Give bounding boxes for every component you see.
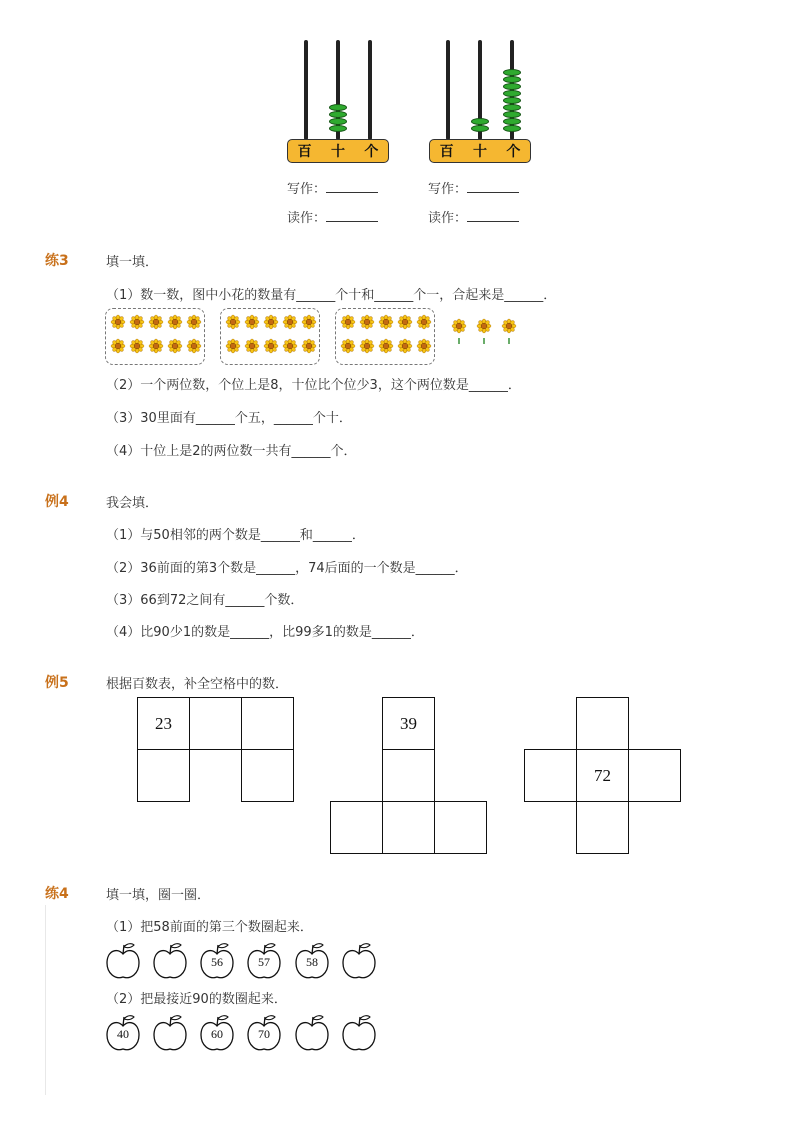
apple-number: 57 — [258, 955, 270, 969]
section-label-li4: 例4 — [45, 494, 69, 510]
grid-cell-blank[interactable] — [137, 749, 190, 802]
read-field-left — [287, 207, 378, 226]
read-label: 读作： — [428, 211, 468, 226]
grid-cell-blank[interactable] — [628, 749, 681, 802]
grid-cell-blank[interactable] — [382, 749, 435, 802]
flower-icon — [110, 338, 126, 354]
grid-cell-given: 39 — [382, 697, 435, 750]
write-label: 写作： — [287, 182, 327, 197]
question-lian4-1: （1）把58前面的第三个数圈起来． — [106, 920, 313, 935]
abacus-bead — [503, 111, 521, 118]
flower-icon — [359, 338, 375, 354]
abacus-bead — [329, 111, 347, 118]
abacus-left-base — [287, 139, 389, 163]
grid-cell-blank[interactable] — [524, 749, 577, 802]
abacus-bead — [329, 104, 347, 111]
flower-icon — [282, 314, 298, 330]
place-hundreds-label: 百 — [297, 144, 312, 160]
flower-icon — [186, 338, 202, 354]
flower-icon — [340, 338, 356, 354]
apple-number: 70 — [258, 1027, 270, 1041]
flower-icon — [167, 314, 183, 330]
flower-icon — [476, 318, 492, 334]
question-lian4-2: （2）把最接近90的数圈起来． — [106, 992, 287, 1007]
grid-cell-blank[interactable] — [434, 801, 487, 854]
flower-icon — [263, 314, 279, 330]
place-ones-label: 个 — [364, 144, 379, 160]
place-ones-label: 个 — [506, 144, 521, 160]
read-field-right — [428, 207, 519, 226]
abacus-bead — [503, 69, 521, 76]
apple-icon[interactable] — [341, 1013, 377, 1053]
apple-icon[interactable] — [246, 941, 282, 981]
section-label-lian3: 练3 — [45, 253, 69, 269]
abacus-bead — [503, 83, 521, 90]
flower-icon — [186, 314, 202, 330]
abacus-bead — [503, 76, 521, 83]
question-lian3-1: （1）数一数，图中小花的数量有______个十和______个一，合起来是______． — [106, 288, 557, 303]
question-li4-2: （2）36前面的第3个数是______，74后面的一个数是______． — [106, 561, 468, 576]
grid-cell-blank[interactable] — [189, 697, 242, 750]
flower-icon — [129, 314, 145, 330]
flower-icon — [397, 314, 413, 330]
grid-cell-given: 23 — [137, 697, 190, 750]
apple-icon[interactable] — [152, 1013, 188, 1053]
flower-icon — [378, 314, 394, 330]
question-lian3-4: （4）十位上是2的两位数一共有______个． — [106, 444, 357, 459]
abacus-bead — [471, 118, 489, 125]
read-blank[interactable] — [467, 221, 519, 222]
question-li4-1: （1）与50相邻的两个数是______和______． — [106, 528, 365, 543]
flower-icon — [148, 338, 164, 354]
place-tens-label: 十 — [330, 144, 345, 160]
write-label: 写作： — [428, 182, 468, 197]
rod-hundreds — [446, 40, 450, 140]
section-title-lian3: 填一填． — [106, 255, 159, 270]
question-lian3-3: （3）30里面有______个五，______个十． — [106, 411, 352, 426]
apple-number: 40 — [117, 1027, 129, 1041]
question-lian3-2: （2）一个两位数，个位上是8，十位比个位少3，这个两位数是______． — [106, 378, 521, 393]
abacus-bead — [503, 90, 521, 97]
grid-cell-blank[interactable] — [330, 801, 383, 854]
read-blank[interactable] — [326, 221, 378, 222]
flower-icon — [301, 314, 317, 330]
flower-icon — [501, 318, 517, 334]
flower-icon — [282, 338, 298, 354]
flower-icon — [244, 338, 260, 354]
flower-icon — [416, 314, 432, 330]
abacus-right-base — [429, 139, 531, 163]
apple-icon[interactable] — [294, 941, 330, 981]
flower-icon — [451, 318, 467, 334]
grid-cell-blank[interactable] — [576, 697, 629, 750]
flower-icon — [378, 338, 394, 354]
section-label-lian4: 练4 — [45, 886, 69, 902]
apple-icon[interactable] — [341, 941, 377, 981]
abacus-bead — [503, 125, 521, 132]
flower-icon — [110, 314, 126, 330]
apple-number: 56 — [211, 955, 223, 969]
write-blank[interactable] — [326, 192, 378, 193]
flower-icon — [416, 338, 432, 354]
flower-icon — [244, 314, 260, 330]
rod-ones — [368, 40, 372, 140]
section-label-li5: 例5 — [45, 675, 69, 691]
grid-cell-blank[interactable] — [576, 801, 629, 854]
apple-icon[interactable] — [199, 941, 235, 981]
flower-icon — [263, 338, 279, 354]
question-li4-3: （3）66到72之间有______个数． — [106, 593, 304, 608]
apple-icon[interactable] — [152, 941, 188, 981]
write-field-right — [428, 178, 519, 197]
section-title-li4: 我会填． — [106, 496, 159, 511]
abacus-bead — [503, 97, 521, 104]
write-field-left — [287, 178, 378, 197]
section-title-lian4: 填一填，圈一圈． — [106, 888, 211, 903]
place-tens-label: 十 — [472, 144, 487, 160]
place-hundreds-label: 百 — [439, 144, 454, 160]
abacus-bead — [329, 118, 347, 125]
abacus-bead — [503, 104, 521, 111]
apple-icon[interactable] — [105, 941, 141, 981]
abacus-bead — [329, 125, 347, 132]
grid-cell-given: 72 — [576, 749, 629, 802]
flower-icon — [148, 314, 164, 330]
grid-cell-blank[interactable] — [241, 697, 294, 750]
grid-cell-blank[interactable] — [241, 749, 294, 802]
flower-icon — [129, 338, 145, 354]
margin-line — [45, 905, 46, 1095]
abacus-bead — [503, 118, 521, 125]
grid-cell-blank[interactable] — [382, 801, 435, 854]
apple-icon[interactable] — [105, 1013, 141, 1053]
flower-icon — [397, 338, 413, 354]
flower-icon — [359, 314, 375, 330]
question-li4-4: （4）比90少1的数是______，比99多1的数是______． — [106, 625, 424, 640]
apple-icon[interactable] — [199, 1013, 235, 1053]
rod-hundreds — [304, 40, 308, 140]
apple-number: 58 — [306, 955, 318, 969]
flower-icon — [301, 338, 317, 354]
section-title-li5: 根据百数表，补全空格中的数． — [106, 677, 289, 692]
apple-icon[interactable] — [246, 1013, 282, 1053]
flower-icon — [167, 338, 183, 354]
flower-icon — [225, 338, 241, 354]
read-label: 读作： — [287, 211, 327, 226]
apple-icon[interactable] — [294, 1013, 330, 1053]
flower-icon — [225, 314, 241, 330]
abacus-bead — [471, 125, 489, 132]
write-blank[interactable] — [467, 192, 519, 193]
flower-icon — [340, 314, 356, 330]
apple-number: 60 — [211, 1027, 223, 1041]
